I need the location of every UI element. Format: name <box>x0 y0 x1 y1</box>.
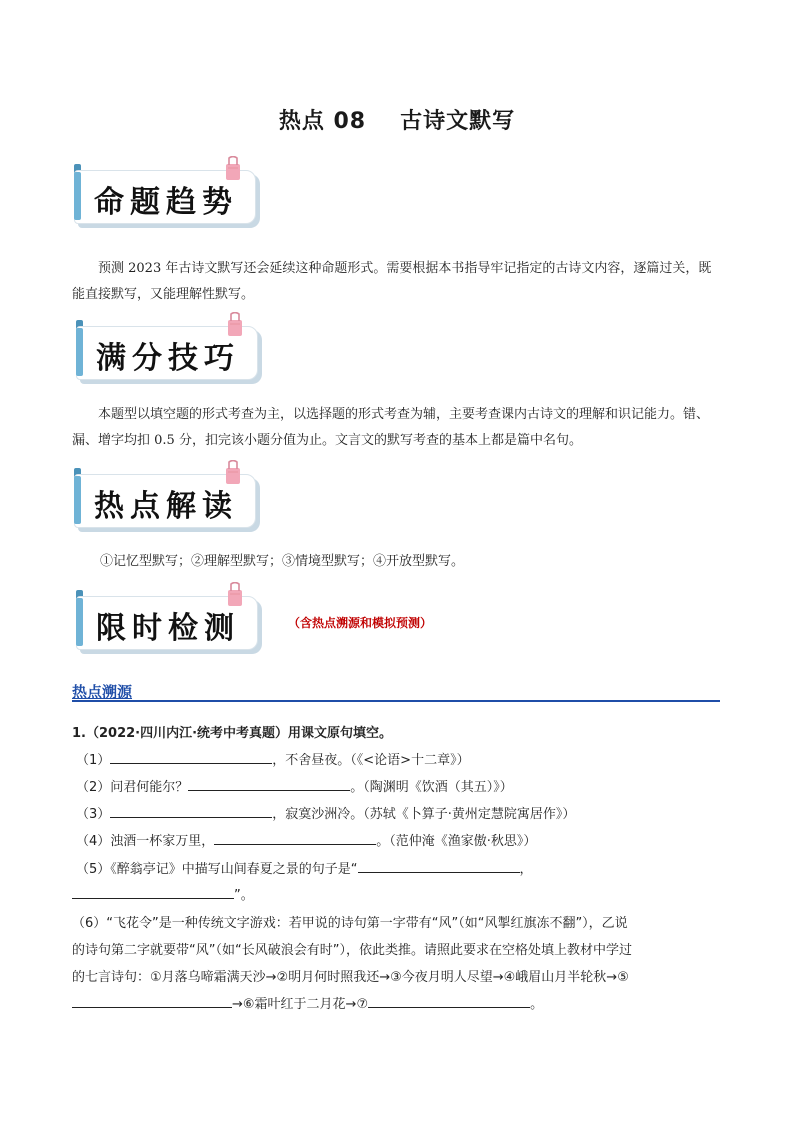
answer-blank[interactable] <box>72 995 232 1008</box>
test-note: （含热点溯源和模拟预测） <box>288 616 433 630</box>
answer-blank[interactable] <box>188 778 350 791</box>
question-item-3: （3） ，寂寞沙洲冷。（苏轼《卜算子·黄州定慧院寓居作》） <box>76 807 576 822</box>
section-divider <box>72 700 720 702</box>
banner-hotspot-label: 热点解读 <box>94 489 238 524</box>
banner-skills <box>76 326 264 380</box>
question-item-6-line2: 的诗句第二字就要带“风”（如“长风破浪会有时”），依此类推。请照此要求在空格处填上教材中学过 <box>72 943 632 958</box>
question-item-2: （2）问君何能尔？ 。（陶渊明《饮酒（其五）》） <box>76 780 513 795</box>
page-title <box>0 104 794 135</box>
section-heading: 热点溯源 <box>72 683 133 701</box>
question-item-5-cont: ”。 <box>72 884 254 903</box>
skills-paragraph: 本题型以填空题的形式考查为主，以选择题的形式考查为辅，主要考查课内古诗文的理解和识记能力。错、漏、增字均扣 0.5 分，扣完该小题分值为止。文言文的默写考查的基本上都是篇中名句。 <box>72 407 710 448</box>
banner-test-label: 限时检测 <box>96 611 240 646</box>
question-item-6-line1: （6）“飞花令”是一种传统文字游戏：若甲说的诗句第一字带有“风”（如“风掣红旗冻不翻”），乙说 <box>72 916 628 931</box>
banner-skills-label: 满分技巧 <box>96 341 240 376</box>
answer-blank[interactable] <box>358 860 520 873</box>
answer-blank[interactable] <box>110 751 272 764</box>
answer-blank[interactable] <box>214 832 376 845</box>
banner-trend-label: 命题趋势 <box>94 185 238 220</box>
answer-blank[interactable] <box>110 805 272 818</box>
title-number: 热点 08 <box>278 109 367 134</box>
trend-paragraph: 预测 2023 年古诗文默写还会延续这种命题形式。需要根据本书指导牢记指定的古诗文内容，逐篇过关，既能直接默写，又能理解性默写。 <box>72 261 712 302</box>
banner-hotspot <box>74 474 262 528</box>
title-topic: 古诗文默写 <box>400 109 516 134</box>
question-item-6-line3: 的七言诗句：①月落乌啼霜满天沙→②明月何时照我还→③今夜月明人尽望→④峨眉山月半轮秋→⑤ <box>72 970 629 985</box>
question-item-5: （5）《醉翁亭记》中描写山间春夏之景的句子是“ ， <box>76 862 533 877</box>
question-item-1: （1） ，不舍昼夜。（《<论语>十二章》） <box>76 753 470 768</box>
question-item-6-line4: →⑥霜叶红于二月花→⑦ 。 <box>72 993 543 1012</box>
answer-blank[interactable] <box>72 886 234 899</box>
answer-blank[interactable] <box>368 995 530 1008</box>
hotspot-paragraph: ①记忆型默写；②理解型默写；③情境型默写；④开放型默写。 <box>100 554 465 569</box>
question-item-4: （4）浊酒一杯家万里， 。（范仲淹《渔家傲·秋思》） <box>76 834 537 849</box>
question-head: 1.（2022·四川内江·统考中考真题）用课文原句填空。 <box>72 726 393 741</box>
banner-test <box>76 596 264 650</box>
banner-trend <box>74 170 262 224</box>
